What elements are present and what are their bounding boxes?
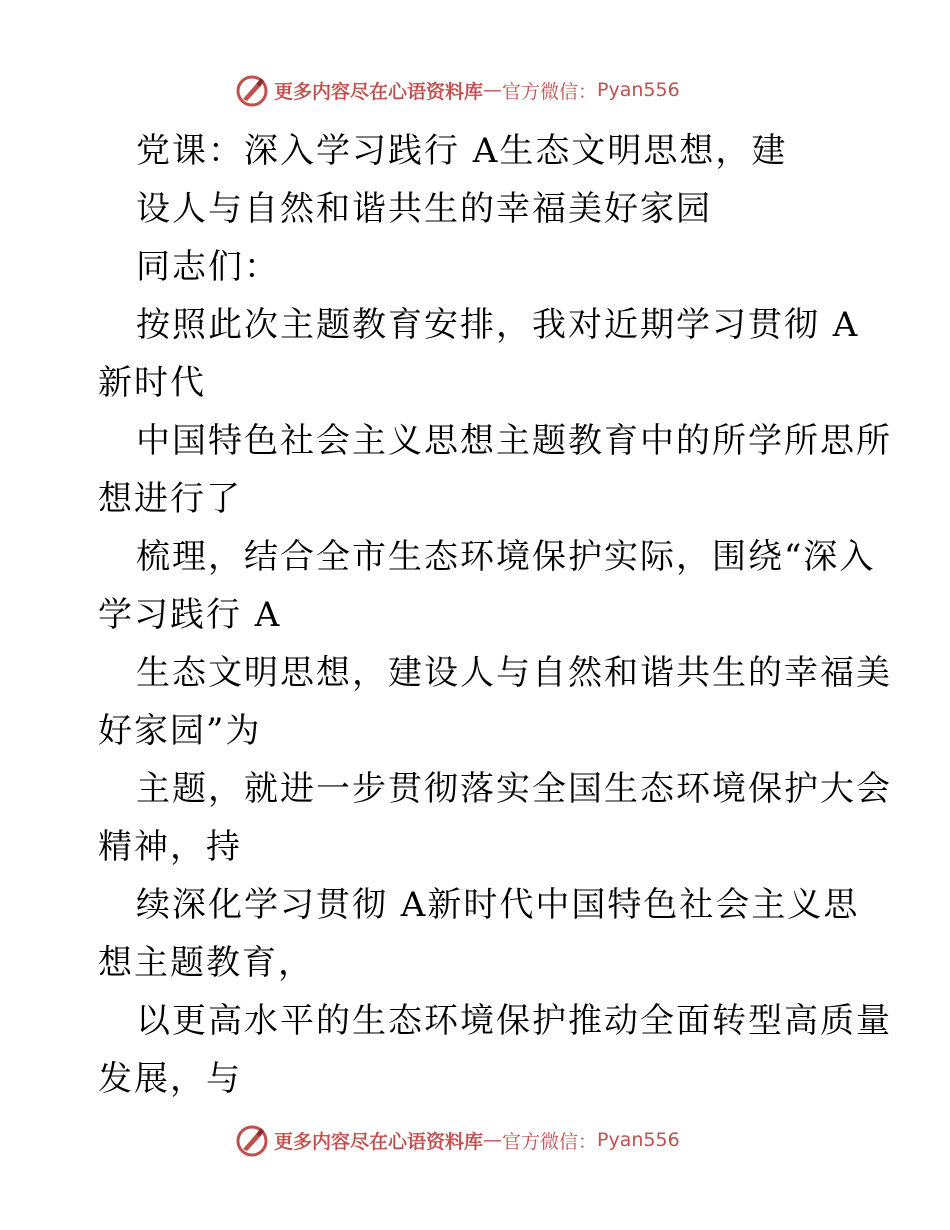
document-body: [98, 122, 892, 1108]
watermark-wechat-id: Pyan556: [597, 79, 680, 101]
pen-circle-logo-icon: [234, 1122, 270, 1158]
watermark-wechat-id: Pyan556: [597, 1129, 680, 1151]
document-line: 学习践行 A: [98, 595, 282, 635]
pen-circle-logo-icon: [234, 72, 270, 108]
watermark-text: 更多内容尽在心语资料库: [274, 1130, 484, 1153]
document-line: 新时代: [98, 363, 206, 403]
document-line: 想主题教育，: [98, 943, 314, 983]
document-line: 好家园”为: [98, 711, 262, 751]
document-line: 梳理，结合全市生态环境保护实际，围绕“深入: [136, 537, 876, 577]
document-line: 续深化学习贯彻 A新时代中国特色社会主义思: [136, 885, 860, 925]
watermark-wechat-label: 官方微信：: [502, 80, 598, 103]
watermark-banner-bottom: [234, 1120, 680, 1160]
watermark-separator: —: [483, 79, 503, 101]
document-line: 同志们：: [136, 247, 280, 287]
document-line: 主题，就进一步贯彻落实全国生态环境保护大会: [136, 769, 892, 809]
document-line: 生态文明思想，建设人与自然和谐共生的幸福美: [136, 653, 892, 693]
watermark-separator: —: [483, 1129, 503, 1151]
document-line: 发展，与: [98, 1059, 242, 1099]
watermark-wechat-label: 官方微信：: [502, 1130, 598, 1153]
document-line: 按照此次主题教育安排，我对近期学习贯彻 A: [136, 305, 860, 345]
document-line: 设人与自然和谐共生的幸福美好家园: [136, 189, 712, 229]
document-line: 党课：深入学习践行 A生态文明思想，建: [136, 131, 788, 171]
document-line: 以更高水平的生态环境保护推动全面转型高质量: [136, 1001, 892, 1041]
document-line: 想进行了: [98, 479, 242, 519]
document-line: 精神，持: [98, 827, 242, 867]
watermark-banner-top: [234, 70, 680, 110]
document-line: 中国特色社会主义思想主题教育中的所学所思所: [136, 421, 892, 461]
watermark-text: 更多内容尽在心语资料库: [274, 80, 484, 103]
